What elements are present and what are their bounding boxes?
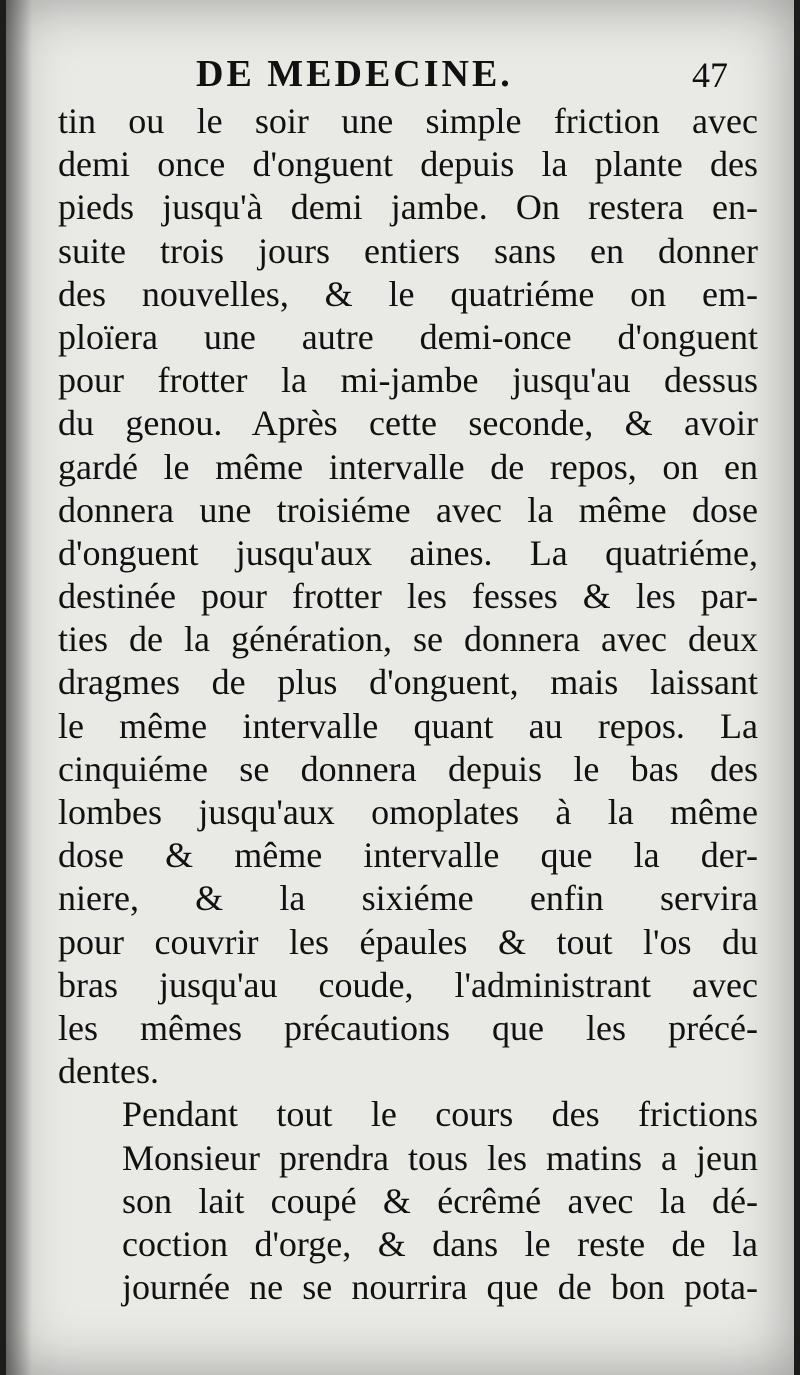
text-line: destinée pour frotter les fesses & les par- <box>58 576 758 617</box>
text-line: tin ou le soir une simple friction avec <box>58 101 758 141</box>
text-line: ties de la génération, se donnera avec deux <box>58 619 758 660</box>
text-line: du genou. Après cette seconde, & avoir <box>58 403 758 444</box>
text-line: dentes. <box>58 1051 159 1092</box>
text-line: ploïera une autre demi-once d'onguent <box>58 316 758 357</box>
paragraph-start-line: Pendant tout le cours des frictions <box>122 1094 758 1135</box>
text-line: Monsieur prendra tous les matins a jeun <box>122 1137 758 1178</box>
text-line: pour frotter la mi-jambe jusqu'au dessus <box>58 360 758 401</box>
text-line: le même intervalle quant au repos. La <box>58 705 758 746</box>
text-line: pour couvrir les épaules & tout l'os du <box>58 921 758 962</box>
text-line: journée ne se nourrira que de bon pota- <box>122 1267 758 1308</box>
text-line: lombes jusqu'aux omoplates à la même <box>58 792 758 832</box>
text-line: niere, & la sixiéme enfin servira <box>58 878 758 919</box>
page-header <box>196 52 756 102</box>
text-line: d'onguent jusqu'aux aines. La quatriéme, <box>58 532 758 573</box>
text-line: pieds jusqu'à demi jambe. On restera en- <box>58 187 758 228</box>
text-line: des nouvelles, & le quatriéme on em- <box>58 273 758 314</box>
text-line: les mêmes précautions que les précé- <box>58 1007 758 1048</box>
page-number: 47 <box>692 55 728 95</box>
text-line: dragmes de plus d'onguent, mais laissant <box>58 662 758 703</box>
text-line: dose & même intervalle que la der- <box>58 835 758 876</box>
text-line: gardé le même intervalle de repos, on en <box>58 446 758 487</box>
text-line: donnera une troisiéme avec la même dose <box>58 489 758 530</box>
text-line: demi once d'onguent depuis la plante des <box>58 144 758 185</box>
book-page <box>6 0 794 1375</box>
text-line: cinquiéme se donnera depuis le bas des <box>58 748 758 789</box>
text-line: son lait coupé & écrêmé avec la dé- <box>122 1180 758 1221</box>
text-line: coction d'orge, & dans le reste de la <box>122 1223 758 1264</box>
text-line: suite trois jours entiers sans en donner <box>58 230 758 271</box>
running-title: DE MEDECINE. <box>196 53 513 95</box>
body-text <box>58 100 758 1309</box>
text-line: bras jusqu'au coude, l'administrant avec <box>58 964 758 1005</box>
